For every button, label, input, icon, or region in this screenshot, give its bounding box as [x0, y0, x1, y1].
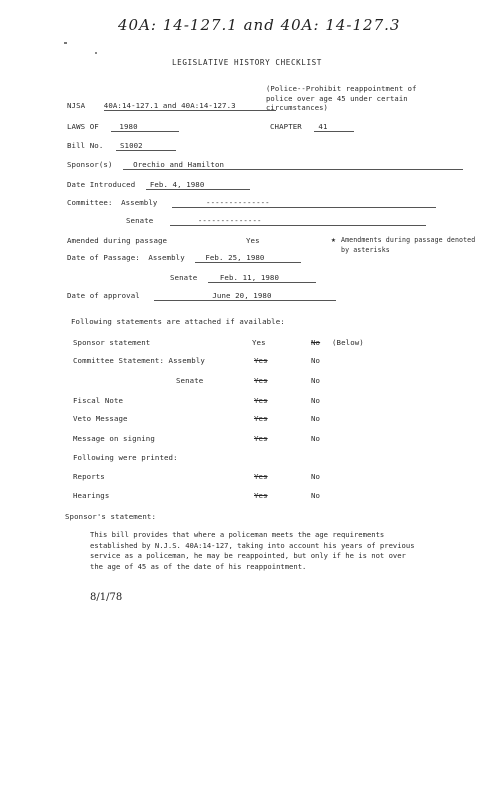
- committee-senate-label: Senate: [126, 216, 154, 225]
- statement-label: Committee Statement: Assembly: [73, 356, 205, 365]
- statement-no: No: [311, 376, 321, 385]
- bill-no-label: Bill No.: [67, 141, 104, 150]
- printed-label: Hearings: [73, 491, 110, 500]
- bill-no-value: [116, 141, 176, 151]
- date-introduced-value: [146, 180, 250, 190]
- statement-yes: Yes: [254, 414, 268, 423]
- handwritten-header: 40A: 14-127.1 and 40A: 14-127.3: [118, 16, 401, 34]
- passage-assembly-label: Assembly: [148, 253, 185, 262]
- committee-row: [67, 198, 436, 208]
- printed-yes: Yes: [254, 491, 268, 500]
- approval-value: [154, 291, 336, 301]
- committee-assembly-value: [172, 198, 436, 208]
- statement-no: No: [311, 338, 321, 347]
- statement-extra: (Below): [332, 338, 364, 347]
- amended-asterisk-mark: ★: [331, 235, 336, 244]
- passage-row: [67, 253, 301, 263]
- statement-no: No: [311, 356, 321, 365]
- laws-of-row: [67, 122, 179, 132]
- chapter-label: CHAPTER: [270, 122, 302, 131]
- sponsors-value-text: Orechio and Hamilton: [133, 160, 225, 169]
- chapter-row: [270, 122, 354, 132]
- statement-yes: Yes: [252, 338, 266, 347]
- approval-label: Date of approval: [67, 291, 140, 300]
- statement-label: Sponsor statement: [73, 338, 151, 347]
- njsa-label: NJSA: [67, 101, 86, 110]
- amended-value: Yes: [246, 236, 260, 245]
- date-introduced-row: [67, 180, 250, 190]
- sponsors-row: [67, 160, 463, 170]
- chapter-value-text: 41: [318, 122, 328, 131]
- printed-heading: Following were printed:: [73, 453, 178, 462]
- approval-row: [67, 291, 336, 301]
- sponsor-statement-label: Sponsor's statement:: [65, 512, 156, 521]
- approval-value-text: June 20, 1980: [212, 291, 272, 300]
- chapter-value: [314, 122, 354, 132]
- date-introduced-label: Date Introduced: [67, 180, 136, 189]
- committee-senate-value-text: --------------: [197, 216, 262, 225]
- statement-label: Veto Message: [73, 414, 128, 423]
- amended-note: [341, 236, 481, 255]
- amended-label: Amended during passage: [67, 236, 168, 245]
- printed-no: No: [311, 491, 321, 500]
- amended-note-text: Amendments during passage denoted by asterisks: [341, 236, 476, 254]
- statement-yes: Yes: [254, 356, 268, 365]
- passage-senate-row: [170, 273, 316, 283]
- committee-senate-row: [126, 216, 426, 226]
- njsa-row: [67, 101, 276, 111]
- sponsors-label: Sponsor(s): [67, 160, 113, 169]
- printed-no: No: [311, 472, 321, 481]
- nature-note: [266, 84, 444, 113]
- sponsors-value: [123, 160, 463, 170]
- bill-no-row: [67, 141, 176, 151]
- laws-of-value-text: 1980: [119, 122, 138, 131]
- bill-no-value-text: S1002: [119, 141, 143, 150]
- statement-label: Fiscal Note: [73, 396, 124, 405]
- date-introduced-value-text: Feb. 4, 1980: [149, 180, 205, 189]
- nature-note-text: (Police--Prohibit reappointment of police over age 45 under certain circumstances): [266, 84, 417, 112]
- passage-senate-label: Senate: [170, 273, 198, 282]
- njsa-value-text: 40A:14-127.1 and 40A:14-127.3: [103, 101, 236, 110]
- attached-heading: Following statements are attached if available:: [71, 317, 285, 326]
- printed-yes: Yes: [254, 472, 268, 481]
- committee-label: Committee:: [67, 198, 113, 207]
- passage-assembly-value-text: Feb. 25, 1980: [205, 253, 265, 262]
- passage-assembly-value: [195, 253, 301, 263]
- statement-label: Message on signing: [73, 434, 155, 443]
- sponsor-statement-body: This bill provides that where a policeman meets the age requirements established by N.J.S. 40A:14-127, taking into account his years of previous service as a policeman, he may be reappointed, but only if he is not over the age of 45 as of the date of his reappointment.: [90, 530, 415, 571]
- statement-no: No: [311, 414, 321, 423]
- committee-assembly-label: Assembly: [121, 198, 158, 207]
- passage-senate-value: [208, 273, 316, 283]
- committee-senate-value: [170, 216, 426, 226]
- handwritten-initials: 8/1/78: [90, 592, 123, 603]
- statement-no: No: [311, 396, 321, 405]
- statement-label: Senate: [176, 376, 204, 385]
- committee-assembly-value-text: --------------: [206, 198, 270, 207]
- statement-yes: Yes: [254, 434, 268, 443]
- njsa-value: [104, 101, 276, 111]
- laws-of-label: LAWS OF: [67, 122, 99, 131]
- laws-of-value: [111, 122, 179, 132]
- printed-label: Reports: [73, 472, 105, 481]
- passage-label: Date of Passage:: [67, 253, 140, 262]
- page-title: LEGISLATIVE HISTORY CHECKLIST: [172, 58, 322, 67]
- scan-mark: [64, 42, 67, 44]
- passage-senate-value-text: Feb. 11, 1980: [219, 273, 280, 282]
- scan-mark: [95, 52, 97, 54]
- sponsor-statement-text: [90, 530, 420, 572]
- statement-no: No: [311, 434, 321, 443]
- statement-yes: Yes: [254, 396, 268, 405]
- statement-yes: Yes: [254, 376, 268, 385]
